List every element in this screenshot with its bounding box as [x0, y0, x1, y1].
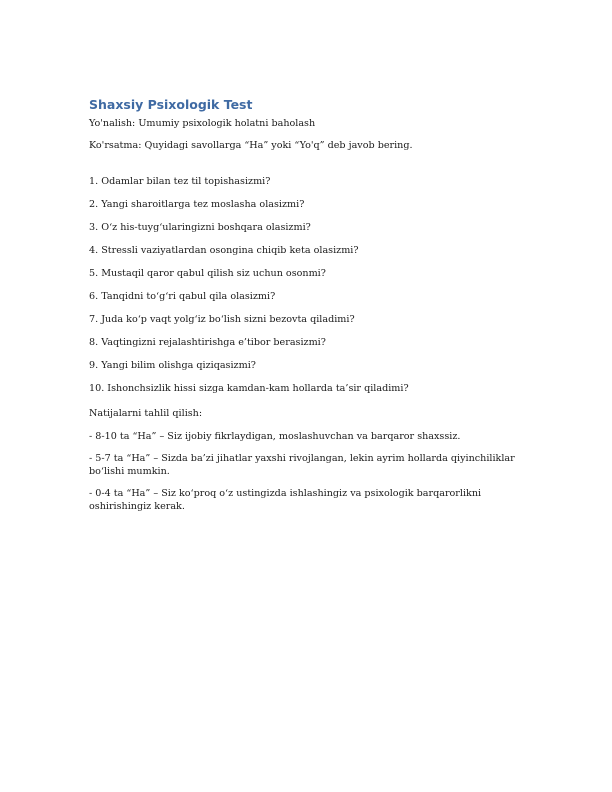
- document-page: [89, 97, 529, 522]
- question-item: 5. Mustaqil qaror qabul qilish siz uchun osonmi?: [89, 268, 326, 279]
- question-item: 7. Juda ko‘p vaqt yolg‘iz bo‘lish sizni bezovta qiladimi?: [89, 314, 355, 325]
- question-item: 10. Ishonchsizlik hissi sizga kamdan-kam hollarda ta’sir qiladimi?: [89, 383, 409, 394]
- result-item: - 0-4 ta “Ha” – Siz ko‘proq o‘z ustingizda ishlashingiz va psixologik barqarorlikni oshirishingiz kerak.: [89, 488, 482, 512]
- document-title: Shaxsiy Psixologik Test: [89, 97, 253, 112]
- question-item: 6. Tanqidni to‘g‘ri qabul qila olasizmi?: [89, 291, 276, 302]
- question-item: 3. O‘z his-tuyg‘ularingizni boshqara olasizmi?: [89, 222, 311, 233]
- question-item: 1. Odamlar bilan tez til topishasizmi?: [89, 176, 271, 187]
- question-item: 8. Vaqtingizni rejalashtirishga e’tibor berasizmi?: [89, 337, 326, 348]
- instruction-text: Ko'rsatma: Quyidagi savollarga “Ha” yoki “Yo'q” deb javob bering.: [89, 140, 413, 151]
- document-subtitle: Yo'nalish: Umumiy psixologik holatni baholash: [89, 118, 316, 129]
- question-item: 9. Yangi bilim olishga qiziqasizmi?: [89, 360, 256, 371]
- question-item: 4. Stressli vaziyatlardan osongina chiqib keta olasizmi?: [89, 245, 359, 256]
- result-item: - 5-7 ta “Ha” – Sizda ba’zi jihatlar yaxshi rivojlangan, lekin ayrim hollarda qiyinchiliklar bo‘lishi mumkin.: [89, 453, 515, 477]
- question-list: [89, 175, 529, 395]
- results-heading: Natijalarni tahlil qilish:: [89, 408, 203, 419]
- result-item: - 8-10 ta “Ha” – Siz ijobiy fikrlaydigan, moslashuvchan va barqaror shaxssiz.: [89, 431, 461, 442]
- question-item: 2. Yangi sharoitlarga tez moslasha olasizmi?: [89, 199, 305, 210]
